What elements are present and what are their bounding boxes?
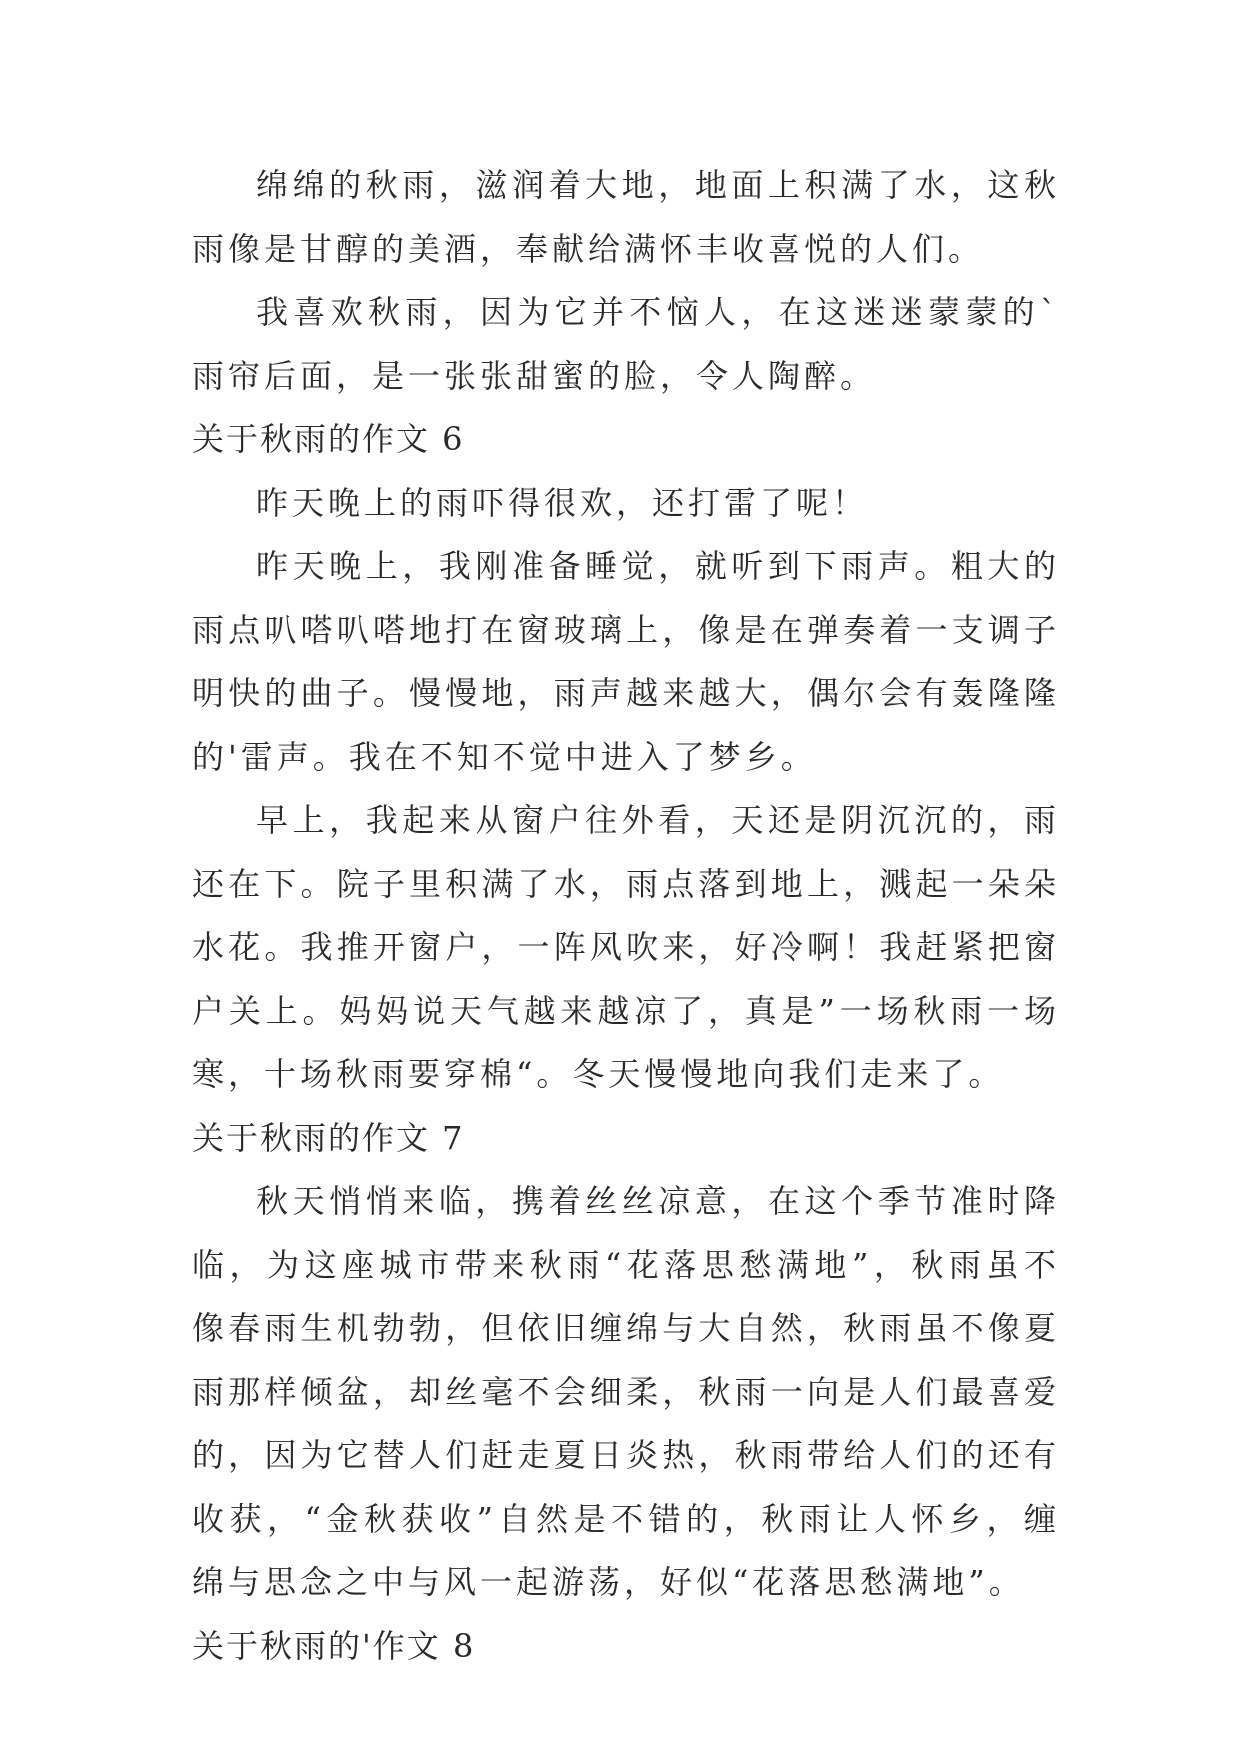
- paragraph: 绵绵的秋雨，滋润着大地，地面上积满了水，这秋雨像是甘醇的美酒，奉献给满怀丰收喜悦的人们。: [192, 166, 1060, 268]
- document-body: [192, 154, 1060, 1678]
- paragraph: 秋天悄悄来临，携着丝丝凉意，在这个季节准时降临，为这座城市带来秋雨“花落思愁满地”，秋雨虽不像春雨生机勃勃，但依旧缠绵与大自然，秋雨虽不像夏雨那样倾盆，却丝毫不会细柔，秋雨一向是人们最喜爱的，因为它替人们赶走夏日炎热，秋雨带给人们的还有收获，“金秋获收”自然是不错的，秋雨让人怀乡，缠绵与思念之中与风一起游荡，好似“花落思愁满地”。: [192, 1182, 1060, 1601]
- paragraph: 昨天晚上，我刚准备睡觉，就听到下雨声。粗大的雨点叭嗒叭嗒地打在窗玻璃上，像是在弹奏着一支调子明快的曲子。慢慢地，雨声越来越大，偶尔会有轰隆隆的'雷声。我在不知不觉中进入了梦乡。: [192, 547, 1060, 776]
- paragraph: 早上，我起来从窗户往外看，天还是阴沉沉的，雨还在下。院子里积满了水，雨点落到地上，溅起一朵朵水花。我推开窗户，一阵风吹来，好冷啊！我赶紧把窗户关上。妈妈说天气越来越凉了，真是”一场秋雨一场寒，十场秋雨要穿棉“。冬天慢慢地向我们走来了。: [192, 801, 1060, 1093]
- paragraph: 昨天晚上的雨吓得很欢，还打雷了呢！: [256, 483, 869, 522]
- section-heading: 关于秋雨的'作文 8: [192, 1626, 476, 1665]
- paragraph: 我喜欢秋雨，因为它并不恼人，在这迷迷蒙蒙的`雨帘后面，是一张张甜蜜的脸，令人陶醉。: [192, 293, 1060, 395]
- section-heading: 关于秋雨的作文 7: [192, 1118, 465, 1157]
- section-heading: 关于秋雨的作文 6: [192, 420, 465, 458]
